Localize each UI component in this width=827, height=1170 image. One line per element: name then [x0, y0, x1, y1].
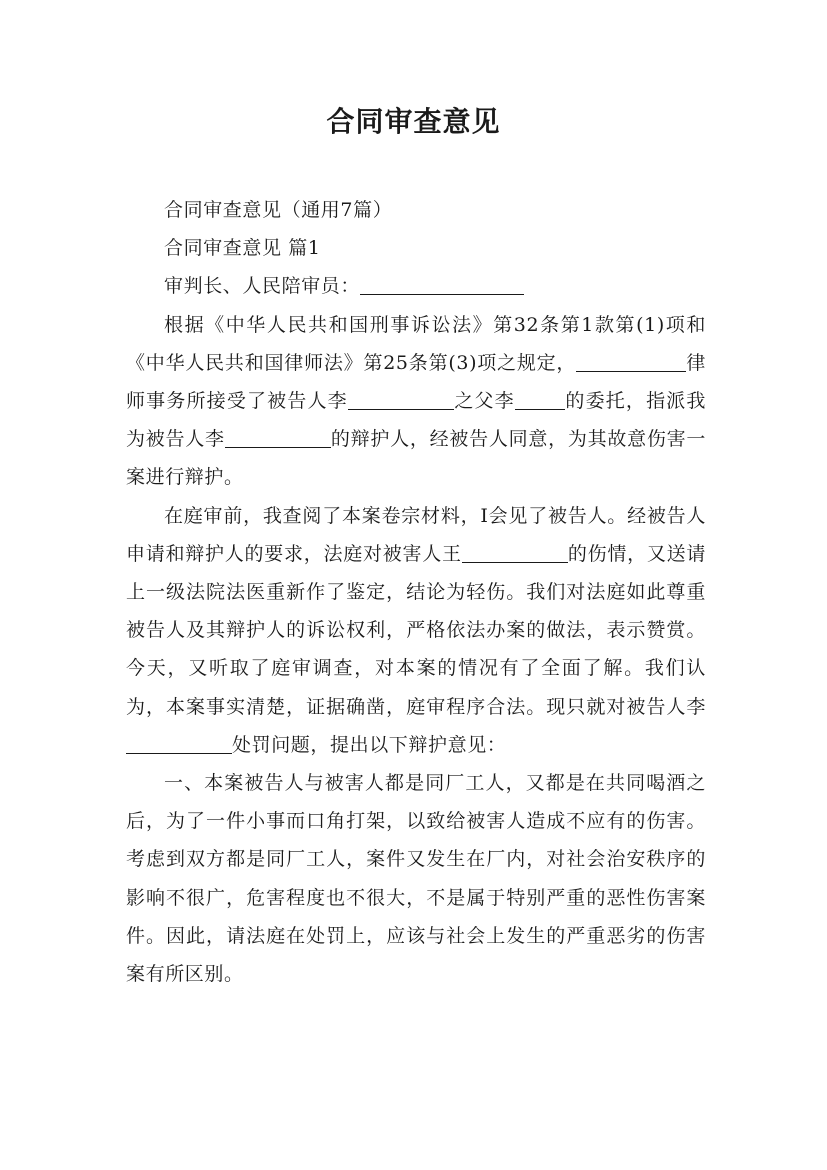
- paragraph-3: 一、本案被告人与被害人都是同厂工人，又都是在共同喝酒之后，为了一件小事而口角打架，以致给被害人造成不应有的伤害。考虑到双方都是同厂工人，案件又发生在厂内，对社会治安秩序的影响不很广，危害程度也不很大，不是属于特别严重的恶性伤害案件。因此，请法庭在处罚上，应该与社会上发生的严重恶劣的伤害案有所区别。: [126, 772, 706, 986]
- victim-name-blank: [462, 542, 568, 563]
- paragraph-2: [126, 497, 706, 764]
- paragraph-1-text-a: 根据《中华人民共和国刑事诉讼法》第32条第1款第(1)项和《中华人民共和国律师法》第25条第(3)项之规定，: [126, 313, 706, 374]
- paragraph-1: [126, 306, 706, 497]
- document-title: 合同审查意见: [326, 105, 501, 138]
- addressee-text: 审判长、人民陪审员：: [164, 275, 361, 298]
- addressee-paragraph: [126, 267, 706, 305]
- paragraph-1-text-b: 律师事务所接受了被告人李: [126, 351, 706, 413]
- document-body: [126, 191, 706, 993]
- paragraph-2-text-a: 在庭审前，我查阅了本案卷宗材料，I会见了被告人。经被告人申请和辩护人的要求，法庭对被害人王: [126, 504, 706, 565]
- paragraph-1-text-c: 之父李: [453, 390, 515, 413]
- defendant-name-blank: [348, 389, 454, 410]
- paragraph-2-text-c: 处罚问题，提出以下辩护意见：: [232, 733, 507, 756]
- subtitle-paragraph: 合同审查意见（通用7篇）: [164, 199, 393, 221]
- section-heading: 合同审查意见 篇1: [164, 237, 321, 260]
- paragraph-1-text-d: 的委托，指派我为被告人李: [126, 390, 706, 451]
- paragraph-1-text-e: 的辩护人，经被告人同意，为其故意伤害一案进行辩护。: [126, 428, 706, 489]
- defendant-name-blank-2: [225, 427, 331, 448]
- father-name-blank: [515, 389, 565, 410]
- defendant-name-blank-3: [126, 733, 232, 754]
- paragraph-2-text-b: 的伤情，又送请上一级法院法医重新作了鉴定，结论为轻伤。我们对法庭如此尊重被告人及其辩护人的诉讼权利，严格依法办案的做法，表示赞赏。今天，又听取了庭审调查，对本案的情况有了全面了解。我们认为，本案事实清楚，证据确凿，庭审程序合法。现只就对被告人李: [126, 542, 706, 718]
- judges-name-blank: [360, 274, 524, 295]
- law-firm-name-blank: [576, 351, 686, 372]
